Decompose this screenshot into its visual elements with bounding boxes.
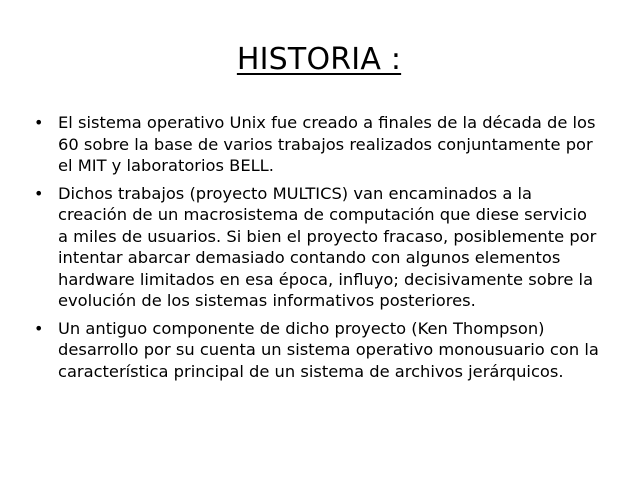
bullet-text: El sistema operativo Unix fue creado a finales de la década de los 60 sobre la base de varios trabajos realizados conjuntamente por el MIT y laboratorios BELL. xyxy=(58,113,596,175)
bullet-dot-icon: • xyxy=(34,113,44,132)
slide-title: HISTORIA : xyxy=(236,42,402,77)
bullet-item-2 xyxy=(30,183,600,312)
bullet-list xyxy=(30,112,600,388)
bullet-item-3 xyxy=(30,318,600,383)
bullet-item-1 xyxy=(30,112,600,177)
bullet-dot-icon: • xyxy=(34,183,44,203)
bullet-text: Dichos trabajos (proyecto MULTICS) van encaminados a la creación de un macrosistema de computación que diese servicio a miles de usuarios. Si bien el proyecto fracaso, posiblemente por intentar abarcar demasiado contando con algunos elementos hardware limitados en esa época, influyo; decisivamente sobre la evolución de los sistemas informativos posteriores. xyxy=(58,183,597,310)
bullet-dot-icon: • xyxy=(34,318,44,338)
bullet-text: Un antiguo componente de dicho proyecto (Ken Thompson) desarrollo por su cuenta un sistema operativo monousuario con la característica principal de un sistema de archivos jerárquicos. xyxy=(58,318,599,381)
